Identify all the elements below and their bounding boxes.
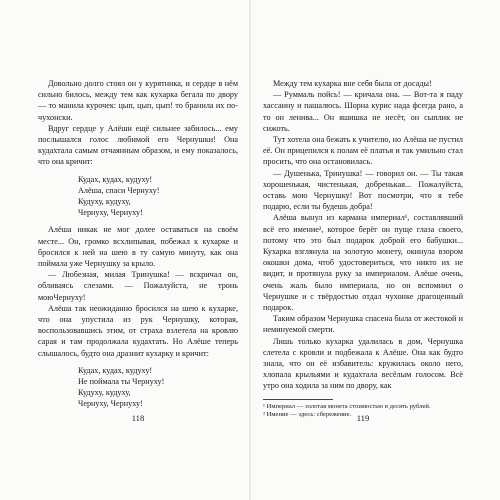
left-paragraph: Довольно долго стоял он у курятника, и сердце в нём сильно билось, между тем как кухарка бегала по двору — то манила курочек: цып, цып, цып! то бранила их по-чухонски. bbox=[38, 79, 238, 122]
left-paragraph: — Любезная, милая Тринушка! — вскричал он, обливаясь слезами. — Пожалуйста, не тронь моюЧернуху! bbox=[38, 270, 238, 302]
right-paragraph: — Душенька, Тринушка! — говорил он. — Ты такая хорошенькая, чистенькая, добренькая... Пожалуйста, оставь мою Чернушку! Вот посмотри, что я тебе подарю, если ты будешь добра! bbox=[263, 168, 463, 212]
verse-line: Кудуху, кудуху, bbox=[78, 197, 131, 207]
verse-line: Алёша, спаси Чернуху! bbox=[78, 185, 160, 195]
verse-line: Кудах, кудах, кудуху! bbox=[78, 174, 153, 184]
right-paragraph: Алёша вынул из кармана империал¹, составлявший всё его имение², которое берёг он пуще глаза своего, потому что это был подарок доброй его бабушки... Кухарка взглянула на золотую монету, окинула взором окошки дома, чтоб удостовериться, что никто их не видит, и протянула руку за империалом. Алёше очень, очень жаль было империала, но он вспомнил о Чернушке и с твёрдостью отдал чухонке драгоценный подарок. bbox=[263, 213, 463, 313]
left-paragraph: Алёша никак не мог долее оставаться на своём месте... Он, громко всхлипывая, побежал к кухарке и бросился к ней на шею в ту самую минуту, как она поймала уже Чернушку за крыло. bbox=[38, 225, 238, 269]
left-page bbox=[38, 78, 238, 416]
right-paragraph: — Руммаль пойсь! — кричала она. — Вот-та я паду хассаину и пашалюсь. Шорна курис нада фсегда рано, а то он ленива... Он яшишка не несёт, он сыплик не сижоть. bbox=[263, 90, 463, 133]
verse-line: Чернуху, Чернуху! bbox=[78, 208, 143, 218]
page-number-left: 118 bbox=[131, 413, 145, 423]
right-paragraph: Таким образом Чернушка спасена была от жестокой и неминуемой смерти. bbox=[263, 314, 463, 335]
book-gutter bbox=[249, 0, 251, 500]
right-paragraph: Тут хотела она бежать к учителю, но Алёша не пустил её. Он прицепился к полам её платья и так умильно стал просить, что она остановилась. bbox=[263, 135, 463, 167]
verse-line: Кудуху, кудуху, bbox=[78, 388, 131, 398]
footnote: ¹ Империал — золотая монета стоимостью в десять рублей. bbox=[263, 402, 431, 410]
right-paragraph: Между тем кухарка вне себя была от досады! bbox=[273, 79, 432, 88]
left-paragraph: Вдруг сердце у Алёши ещё сильнее забилось... ему послышался голос любимой его Чернушки! Она кудахтала самым отчаянным образом, и ему показалось, что она кричит: bbox=[38, 123, 238, 167]
verse-block bbox=[78, 365, 238, 410]
verse-line: Не поймала ты Чернуху! bbox=[78, 377, 165, 387]
footnote: ² Имение — здесь: сбережение. bbox=[263, 411, 352, 419]
verse-line: Кудах, кудах, кудуху! bbox=[78, 365, 153, 375]
right-paragraph: Лишь только кухарка удалилась в дом, Чернушка слетела с кровли и подбежала к Алёше. Она как будто знала, что он её избавитель: кружилась около него, хлопала крыльями и кудахтала весёлым голосом. Всё утро она ходила за ним по двору, как bbox=[263, 336, 463, 391]
left-paragraph: Алёша так неожиданно бросился на шею к кухарке, что она упустила из рук Чернушку, которая, воспользовавшись этим, от страха взлетела на кровлю сарая и там продолжала кудахтать. Но Алёше теперь слышалось, будто она дразнит кухарку и кричит: bbox=[38, 303, 238, 358]
verse-line: Чернуху, Чернуху! bbox=[78, 399, 143, 409]
verse-block bbox=[78, 174, 238, 219]
right-page bbox=[263, 78, 463, 420]
page-number-right: 119 bbox=[356, 413, 370, 423]
footnote-divider bbox=[263, 399, 333, 400]
